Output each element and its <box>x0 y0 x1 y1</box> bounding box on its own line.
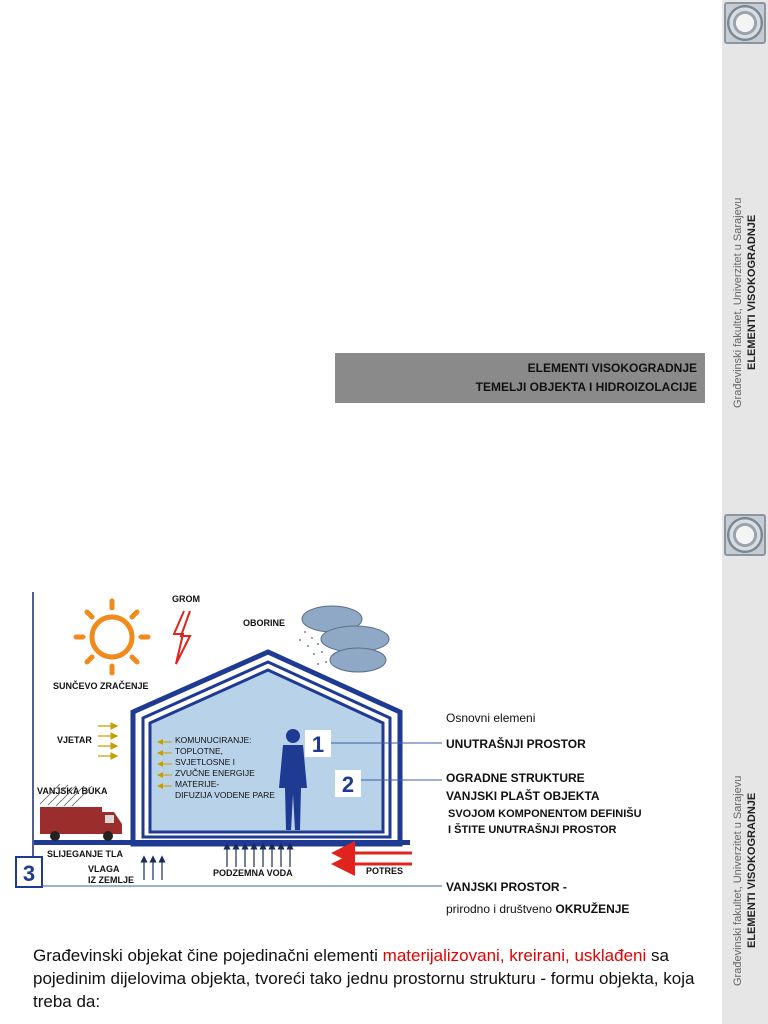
faculty-label: Građevinski fakultet, Univerzitet u Sarajevu <box>732 197 744 408</box>
legend-heading: Osnovni elemeni <box>446 711 536 725</box>
comm-line-3: SVJETLOSNE I <box>175 757 235 767</box>
legend-envelope-1: OGRADNE STRUKTURE <box>446 771 585 785</box>
wind-label: VJETAR <box>57 735 92 745</box>
settlement-label: SLIJEGANJE TLA <box>47 849 124 859</box>
university-logo-icon <box>724 2 766 44</box>
moisture-arrows-icon <box>144 859 162 880</box>
groundwater-arrows-icon <box>227 846 290 867</box>
body-text-2: pojedinačni elementi <box>222 946 383 965</box>
body-paragraph <box>33 944 703 1013</box>
van-icon <box>40 807 122 841</box>
slide-diagram-page <box>0 512 768 1024</box>
wind-arrows-icon <box>98 726 117 756</box>
comm-line-4: ZVUČNE ENERGIJE <box>175 768 255 778</box>
number-2: 2 <box>341 772 355 797</box>
body-text-highlight: materijalizovani, kreirani, usklađeni <box>382 946 647 965</box>
sun-icon <box>76 601 148 673</box>
university-logo-icon <box>724 514 766 556</box>
legend-envelope-4: I ŠTITE UNUTRAŠNJI PROSTOR <box>448 824 617 836</box>
moisture-label-line1: VLAGA <box>88 864 120 874</box>
legend-exterior-2 <box>446 901 629 916</box>
groundwater-label: PODZEMNA VODA <box>213 868 293 878</box>
slide-title: ELEMENTI VISOKOGRADNJE <box>527 361 697 375</box>
sidebar <box>722 0 768 512</box>
building-diagram <box>0 512 720 932</box>
legend-exterior-1: VANJSKI PROSTOR - <box>446 880 567 894</box>
slide-subtitle: TEMELJI OBJEKTA I HIDROIZOLACIJE <box>475 380 697 394</box>
precipitation-label: OBORINE <box>243 618 286 628</box>
cloud-icon <box>299 606 389 672</box>
legend-interior: UNUTRAŠNJI PROSTOR <box>446 737 586 751</box>
comm-line-1: KOMUNUCIRANJE: <box>175 735 252 745</box>
number-3: 3 <box>22 861 36 886</box>
noise-label: VANJSKA BUKA <box>37 786 108 796</box>
faculty-label: Građevinski fakultet, Univerzitet u Sarajevu <box>732 775 744 986</box>
sidebar <box>722 512 768 1024</box>
title-box <box>335 353 705 403</box>
legend-envelope-3: SVOJOM KOMPONENTOM DEFINIŠU <box>448 808 642 820</box>
body-text-1: Građevinski objekat čine <box>33 946 223 965</box>
earthquake-arrows-icon <box>334 853 412 864</box>
earthquake-label: POTRES <box>366 866 404 876</box>
comm-line-6: DIFUZIJA VODENE PARE <box>175 790 275 800</box>
moisture-label-line2: IZ ZEMLJE <box>88 875 135 885</box>
legend-exterior-suffix: OKRUŽENJE <box>555 902 630 916</box>
sun-label: SUNČEVO ZRAČENJE <box>53 681 149 691</box>
number-1: 1 <box>311 732 325 757</box>
lightning-label: GROM <box>172 594 200 604</box>
body-text-3: sa pojedinim dijelovima objekta, tvoreći tako jednu prostornu strukturu - formu objekta, koja treba da: <box>33 946 695 1011</box>
legend-envelope-2: VANJSKI PLAŠT OBJEKTA <box>446 789 600 803</box>
comm-line-5: MATERIJE- <box>175 779 220 789</box>
comm-line-2: TOPLOTNE, <box>175 746 224 756</box>
course-label: ELEMENTI VISOKOGRADNJE <box>746 214 758 370</box>
course-label: ELEMENTI VISOKOGRADNJE <box>746 792 758 948</box>
legend-exterior-prefix: prirodno i društveno <box>446 902 556 916</box>
lightning-icon <box>174 611 190 664</box>
